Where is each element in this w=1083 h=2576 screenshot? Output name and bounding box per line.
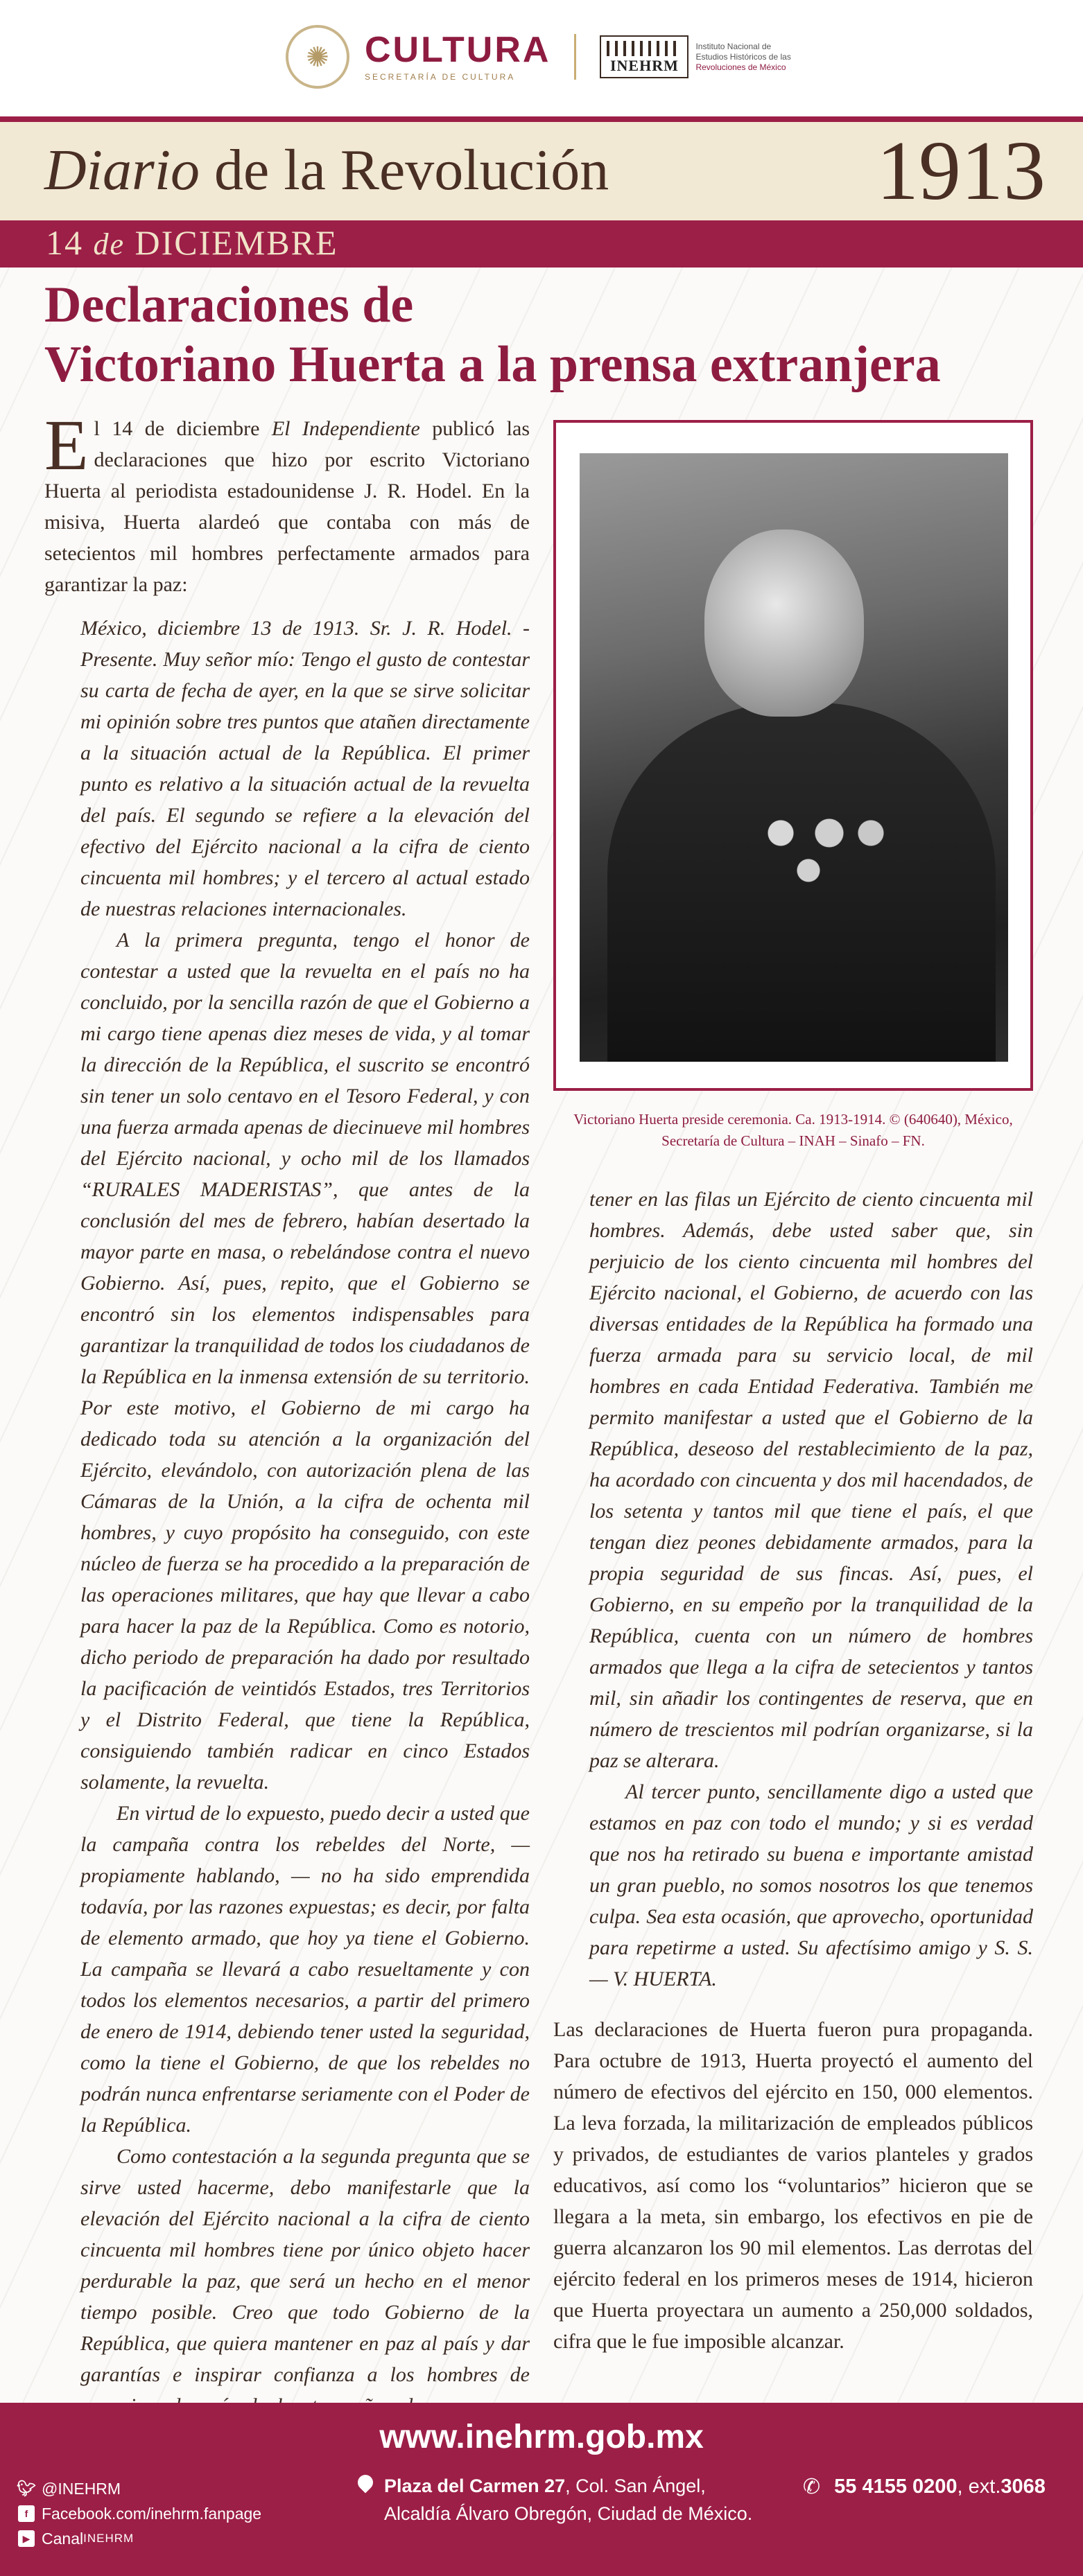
date-month: DICIEMBRE (135, 223, 338, 262)
address-line1 (384, 2472, 752, 2500)
year: 1913 (876, 124, 1046, 218)
drop-cap: E (44, 405, 89, 485)
letter-paragraph-3: En virtud de lo expuesto, puedo decir a usted que la campaña contra los rebeldes del Norte, —propiamente hablando, — no ha sido emprendida todavía, por las razones expuestas; es decir, por falta de elemento armado, que hoy ya tiene el Gobierno. La campaña se llevará a cabo resueltamente y con todos los elementos necesarios, a partir del primero de enero de 1914, debiendo tener usted la seguridad, como la tiene el Gobierno, de que los rebeldes no podrán nunca enfrentarse seriamente con el Poder de la República. (80, 1802, 530, 2137)
cultura-name: CULTURA (365, 30, 551, 70)
twitter-handle: @INEHRM (42, 2480, 121, 2498)
facebook-url: Facebook.com/inehrm.fanpage (42, 2505, 262, 2523)
social-links (18, 2476, 261, 2551)
facebook-link[interactable] (18, 2501, 261, 2526)
header (0, 0, 1083, 118)
date-band (0, 220, 1083, 268)
youtube-pre: Canal (42, 2530, 84, 2548)
article-left-column (44, 405, 530, 2453)
date-de: de (93, 227, 125, 261)
photo-frame (553, 420, 1033, 1091)
cultura-sub: SECRETARÍA DE CULTURA (365, 72, 516, 82)
headline-line1: Declaraciones de (44, 277, 414, 333)
photo-caption: Victoriano Huerta preside ceremonia. Ca. 1913-1914. © (640640), México, Secretaría de Cultura – INAH – Sinafo – FN. (573, 1111, 1013, 1149)
date (46, 223, 338, 263)
series-title (44, 138, 609, 202)
inehrm-desc-line2: Estudios Históricos de las (695, 51, 791, 62)
title-band (0, 122, 1083, 220)
website-link[interactable]: www.inehrm.gob.mx (379, 2419, 704, 2455)
inehrm-description (695, 42, 834, 73)
date-day: 14 (46, 223, 83, 262)
phone-ext: 3068 (1000, 2476, 1046, 2498)
inehrm-desc-line3: Revoluciones de México (695, 62, 786, 72)
letter-paragraph-1 (80, 613, 530, 925)
phone-icon: ✆ (803, 2476, 821, 2498)
phone-number: 55 4155 0200 (834, 2476, 958, 2498)
youtube-name: INEHRM (83, 2532, 135, 2545)
letter-p1-pre: México, diciembre 13 de 1913. Sr. J. R. Hodel. -Presente. Muy señor mío: Tengo el gusto de contestar su carta de fecha de ayer, en la que se sirve solicitar mi opinión sobre tres puntos que ata (80, 617, 530, 733)
header-divider (574, 34, 576, 80)
inehrm-acronym: INEHRM (609, 57, 679, 74)
top-rule (0, 116, 1083, 122)
letter-paragraph-5: Al tercer punto, sencillamente digo a usted que estamos en paz con todo el mundo; y si es verdad que nos ha retirado su buena e importante amistad un gran pueblo, no somos nosotros los que tenemos culpa. Sea esta ocasión, que aprovecho, oportunidad para repetirme a usted. Su afectísimo amigo y S. S. — V. HUERTA. (589, 1780, 1033, 1990)
letter-p1-post: en directamente a la situación actual de la República. El primer punto es relativo a la situación actual de la revuelta del país. El segundo se refiere a la elevación del efectivo del Ejército nacional a la cifra de ciento cincuenta mil hombres; y el tercero al actual estado de nuestras relaciones internacionales. (80, 710, 530, 920)
youtube-link[interactable] (18, 2526, 261, 2551)
facebook-icon: f (18, 2505, 35, 2522)
letter-paragraph-2: A la primera pregunta, tengo el honor de contestar a usted que la revuelta en el país no ha concluido, por la sencilla razón de que el Gobierno a mi cargo tiene apenas diez meses de vida, y al tomar la dirección de la República, el suscrito se encontró sin tener un solo centavo en el Tesoro Federal, y con una fuerza armada apenas de diecinueve mil hombres del Ejército nacional, y ocho mil de los llamados “RURALES MADERISTAS”, que antes de la conclusión del mes de febrero, habían desertado la mayor parte en masa, o rebelándose contra el nuevo Gobierno. Así, pues, repito, que el Gobierno se encontró sin los elementos indispensables para garantizar la tranquilidad de todos los ciudadanos de la República en la inmensa extensión de su territorio. Por este motivo, el Gobierno de mi cargo ha dedicado toda su atención a la organización del Ejército, elevándolo, con autorización plena de las Cámaras de la Unión, a la cifra de ochenta mil hombres, y cuyo propósito ha conseguido, con este núcleo de fuerza se ha procedido a la preparación de las operaciones militares, que hay que llevar a cabo para hacer la paz de la República. Como es notorio, dicho periodo de preparación ha dado por resultado la pacificación de veintidós Estados, tres Territorios y el Distrito Federal, que tiene la República, consiguiendo también radicar en cinco Estados solamente, la revuelta. (80, 929, 530, 1794)
cultura-logo[interactable] (365, 32, 551, 82)
phone-ext-label: , ext. (957, 2476, 1001, 2498)
closing-paragraph: Las declaraciones de Huerta fueron pura propaganda. Para octubre de 1913, Huerta proyectó el aumento del número de efectivos del ejército en 150, 000 elementos. La leva forzada, la militarización de empleados públicos y privados, de estudiantes de varios planteles y grados educativos, así como los “voluntarios” hicieron que se llegara a la meta, sin embargo, los efectivos en pie de guerra alcanzaron los 90 mil elementos. Las derrotas del ejército federal en los primeros meses de 1914, hicieron que Huerta proyectara un aumento a 250,000 soldados, cifra que le fue imposible alcanzar. (553, 2018, 1033, 2353)
phone[interactable] (803, 2475, 1046, 2499)
letter-paragraph-4-right: tener en las filas un Ejército de ciento cincuenta mil hombres. Además, debe usted saber que, sin perjuicio de los ciento cincuenta mil hombres del Ejército nacional, el Gobierno, de acuerdo con las diversas entidades de la República ha formado una fuerza armada para su servicio local, de mil hombres en cada Entidad Federativa. También me permito manifestar a usted que el Gobierno de la República, deseoso del restablecimiento de la paz, ha acordado con cincuenta y dos mil hacendados, de los setenta y tantos mil que tiene el país, el que tengan diez peones debidamente armados, para la propia seguridad de sus fincas. Así, pues, el Gobierno, en su empeño por la tranquilidad de la República, cuenta con un número de hombres armados que llega a la cifra de setecientos y tantos mil, sin añadir los contingentes de reserva, que en número de trescientos mil podrían organizarse, si la paz se alterara. (589, 1188, 1033, 1772)
letter-quote-continued (589, 1184, 1033, 1995)
letter-p1-mid: ñ (386, 710, 397, 733)
series-title-rest: de la Revolución (200, 138, 609, 202)
header-logos (286, 22, 834, 91)
series-title-italic: Diario (44, 138, 200, 202)
footer (0, 2403, 1083, 2576)
letter-paragraph-4-left: Como contestación a la segunda pregunta que se sirve usted hacerme, debo manifestarle que la elevación del Ejército nacional a la cifra de ciento cincuenta mil hombres tiene por único objeto hacer perdurable la paz, que será un hecho en el menor tiempo posible. Creo que todo Gobierno de la República, que quiera mantener en paz al país y dar garantías e inspirar confianza a los hombres de (80, 2145, 530, 2386)
intro-post: publicó las declaraciones que hizo por escrito Victoriano Huerta al periodista estadounidense J. R. Hodel. En la misiva, Huerta alardeó que contaba con más de setecientos mil hombres perfectamente armados para garantizar la paz: (44, 417, 530, 596)
seal-icon: ✺ (286, 25, 349, 89)
newspaper-name: El Independiente (271, 417, 420, 440)
youtube-icon: ▶ (18, 2530, 35, 2547)
twitter-link[interactable] (18, 2476, 261, 2501)
address-street: Plaza del Carmen 27 (384, 2476, 566, 2496)
address-colonia: , Col. San Ángel, (565, 2476, 706, 2496)
inehrm-building-icon (600, 35, 688, 78)
address-line2: Alcaldía Álvaro Obregón, Ciudad de México. (384, 2503, 753, 2524)
huerta-photo (580, 453, 1008, 1062)
headline (44, 276, 1043, 395)
letter-quote (80, 613, 530, 2453)
address (358, 2472, 752, 2527)
intro-pre: l 14 de diciembre (94, 417, 272, 440)
headline-line2: Victoriano Huerta a la prensa extranjera (44, 335, 941, 393)
intro-paragraph (44, 405, 530, 600)
inehrm-desc-line1: Instituto Nacional de (695, 41, 772, 51)
location-pin-icon (354, 2471, 376, 2493)
twitter-icon: 🐦︎ (17, 2480, 36, 2497)
inehrm-logo[interactable] (600, 35, 834, 78)
article-right-column (553, 1184, 1033, 2357)
